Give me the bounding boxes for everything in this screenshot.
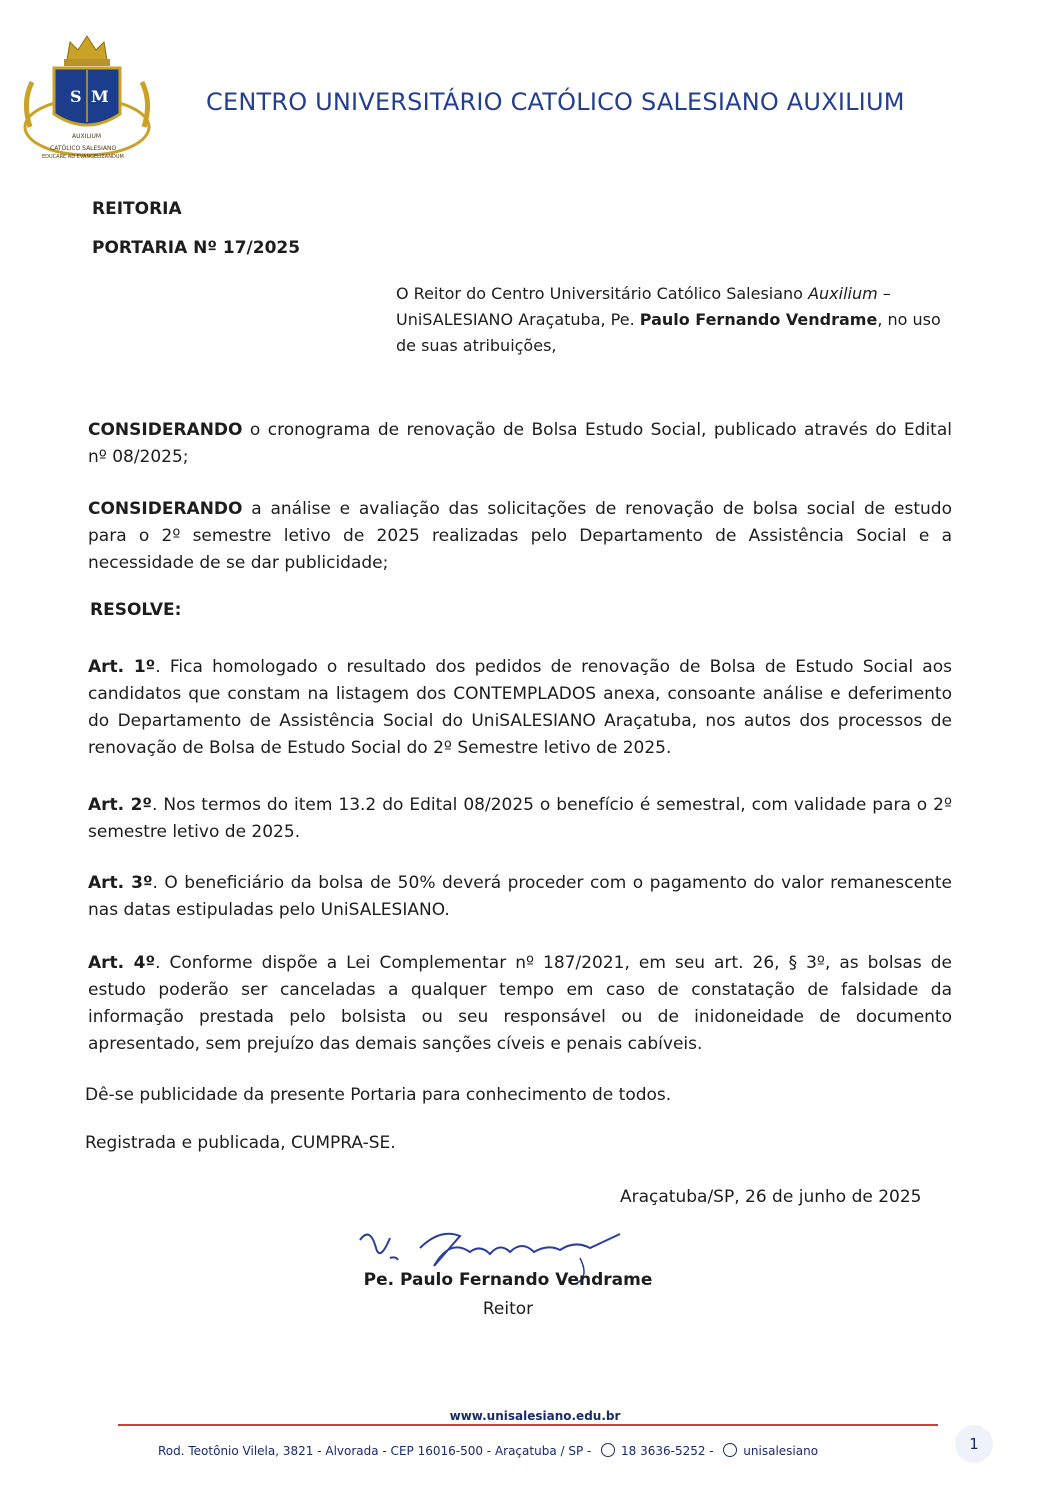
page-number: 1 <box>955 1425 993 1463</box>
svg-text:S: S <box>70 87 82 106</box>
instagram-icon <box>723 1443 737 1457</box>
office-heading: REITORIA <box>92 199 182 219</box>
footer-divider <box>118 1424 938 1426</box>
document-title: PORTARIA Nº 17/2025 <box>92 238 301 258</box>
svg-text:CATÓLICO SALESIANO: CATÓLICO SALESIANO <box>50 145 117 152</box>
svg-text:EDUCARE AD EVANGELIZANDUM: EDUCARE AD EVANGELIZANDUM <box>42 154 124 160</box>
article-paragraph: Art. 3º. O beneficiário da bolsa de 50% deverá proceder com o pagamento do valor remanescente nas datas estipuladas pelo UniSALESIANO. <box>88 873 952 920</box>
article-paragraph: Art. 4º. Conforme dispõe a Lei Complementar nº 187/2021, em seu art. 26, § 3º, as bolsas de estudo poderão ser canceladas a qualquer tempo em caso de constatação de falsidade da informação prestada pelo bolsista ou seu responsável ou de inidoneidade de documento apresentado, sem prejuízo das demais sanções cíveis e penais cabíveis. <box>88 953 952 1054</box>
svg-text:M: M <box>91 87 109 106</box>
whatsapp-icon <box>601 1443 615 1457</box>
considering-paragraph: CONSIDERANDO o cronograma de renovação de Bolsa Estudo Social, publicado através do Edital nº 08/2025; <box>88 420 952 467</box>
article-paragraph: Art. 1º. Fica homologado o resultado dos pedidos de renovação de Bolsa de Estudo Social aos candidatos que constam na listagem dos CONTEMPLADOS anexa, consoante análise e deferimento do Departamento de Assistência Social do UniSALESIANO Araçatuba, nos autos dos processos de renovação de Bolsa de Estudo Social do 2º Semestre letivo de 2025. <box>88 657 952 758</box>
institution-name: CENTRO UNIVERSITÁRIO CATÓLICO SALESIANO AUXILIUM <box>206 88 905 116</box>
place-date: Araçatuba/SP, 26 de junho de 2025 <box>620 1187 922 1207</box>
footer-contact: Rod. Teotônio Vilela, 3821 - Alvorada - CEP 16016-500 - Araçatuba / SP - 18 3636-5252 - unisalesiano <box>158 1444 819 1458</box>
article-paragraph: Art. 2º. Nos termos do item 13.2 do Edital 08/2025 o benefício é semestral, com validade para o 2º semestre letivo de 2025. <box>88 795 952 842</box>
registration-clause: Registrada e publicada, CUMPRA-SE. <box>85 1133 396 1153</box>
preamble: O Reitor do Centro Universitário Católico Salesiano Auxilium – UniSALESIANO Araçatuba, Pe. Paulo Fernando Vendrame, no uso de suas atribuições, <box>396 284 941 355</box>
institution-crest <box>12 32 162 162</box>
considering-paragraph: CONSIDERANDO a análise e avaliação das solicitações de renovação de bolsa social de estudo para o 2º semestre letivo de 2025 realizadas pelo Departamento de Assistência Social e a necessidade de se dar publicidade; <box>88 499 952 573</box>
resolve-heading: RESOLVE: <box>90 600 182 620</box>
signer-role: Reitor <box>482 1299 534 1319</box>
publicity-clause: Dê-se publicidade da presente Portaria para conhecimento de todos. <box>85 1085 672 1105</box>
svg-text:AUXILIUM: AUXILIUM <box>72 133 102 140</box>
signer-name: Pe. Paulo Fernando Vendrame <box>363 1270 653 1290</box>
website-link[interactable]: www.unisalesiano.edu.br <box>449 1409 621 1423</box>
